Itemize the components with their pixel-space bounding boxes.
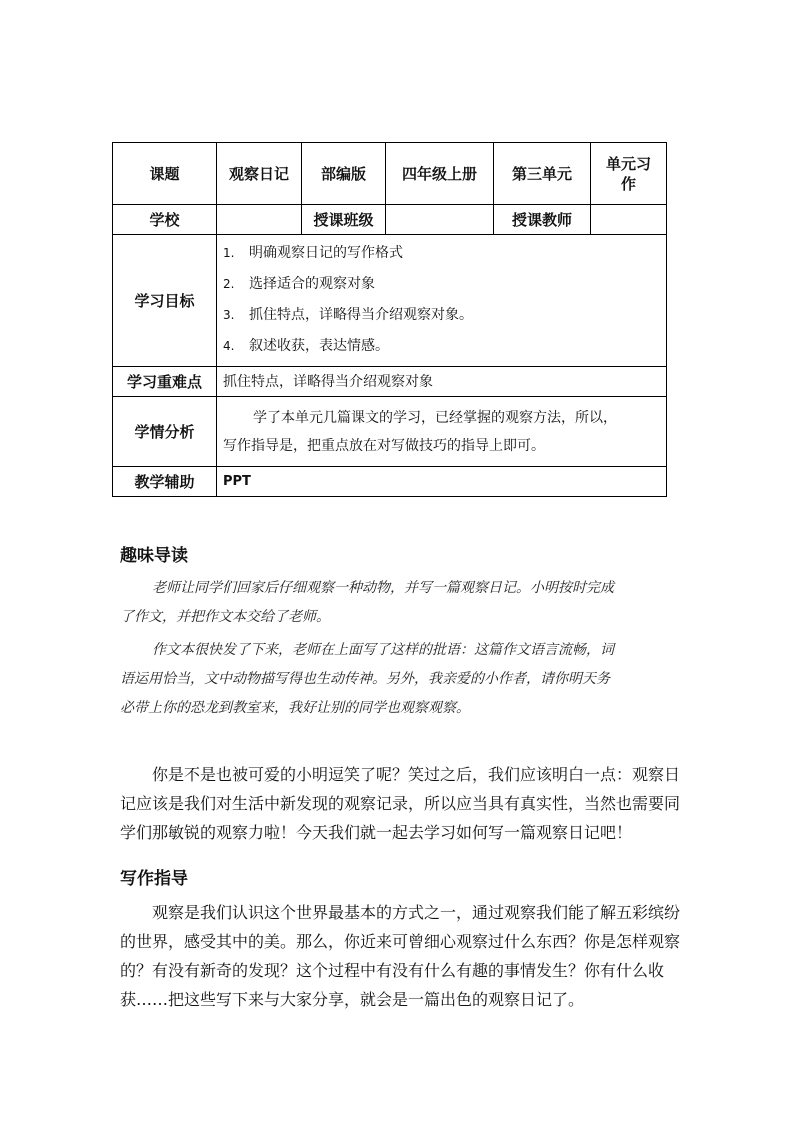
topic-value: 观察日记 <box>217 143 302 205</box>
analysis-line <box>223 404 660 432</box>
table-row <box>113 205 667 235</box>
guide-paragraph <box>120 898 681 1014</box>
goal-text: 选择适合的观察对象 <box>249 276 375 292</box>
unit-type-value <box>591 143 667 205</box>
school-label: 学校 <box>113 205 217 235</box>
story-paragraph-1 <box>120 574 676 632</box>
table-row <box>113 143 667 205</box>
text-line-content: 观察是我们认识这个世界最基本的方式之一，通过观察我们能了解五彩缤纷 <box>152 903 681 922</box>
aid-value: PPT <box>217 467 667 497</box>
section-title-writing-guide: 写作指导 <box>120 869 188 889</box>
goal-text: 抓住特点，详略得当介绍观察对象。 <box>249 307 473 323</box>
unit-value: 第三单元 <box>494 143 591 205</box>
aid-label: 教学辅助 <box>113 467 217 497</box>
topic-label: 课题 <box>113 143 217 205</box>
text-line: 语运用恰当，文中动物描写得也生动传神。另外，我亲爱的小作者，请你明天务 <box>120 671 610 687</box>
goal-number: 2. <box>223 277 235 291</box>
table-row <box>113 235 667 367</box>
grade-value: 四年级上册 <box>386 143 494 205</box>
analysis-label: 学情分析 <box>113 397 217 467</box>
list-item <box>223 238 666 269</box>
edition-value: 部编版 <box>302 143 386 205</box>
goal-number: 1. <box>223 246 235 260</box>
teacher-value <box>591 205 667 235</box>
analysis-line-text: 学了本单元几篇课文的学习，已经掌握的观察方法，所以， <box>253 409 617 426</box>
text-line <box>120 574 676 603</box>
key-points-value: 抓住特点，详略得当介绍观察对象 <box>217 367 667 397</box>
goals-cell <box>217 235 667 367</box>
goals-label: 学习目标 <box>113 235 217 367</box>
section-title-fun-reading: 趣味导读 <box>120 546 188 566</box>
text-line: 必带上你的恐龙到教室来，我好让别的同学也观察观察。 <box>120 700 470 716</box>
goal-text: 明确观察日记的写作格式 <box>249 245 403 261</box>
table-row <box>113 467 667 497</box>
table-row <box>113 397 667 467</box>
text-line-content: 老师让同学们回家后仔细观察一种动物，并写一篇观察日记。小明按时完成 <box>152 580 614 596</box>
story-paragraph-2 <box>120 636 676 723</box>
unit-type-line-1: 单元习 <box>605 154 651 173</box>
goals-list <box>217 235 666 366</box>
intro-paragraph <box>120 760 681 847</box>
text-line: 学们那敏锐的观察力啦！今天我们就一起去学习如何写一篇观察日记吧！ <box>120 823 633 842</box>
school-value <box>217 205 302 235</box>
table-row <box>113 367 667 397</box>
text-line: 了作文，并把作文本交给了老师。 <box>120 609 330 625</box>
text-line: 的？有没有新奇的发现？这个过程中有没有什么有趣的事情发生？你有什么收 <box>120 961 665 980</box>
text-line-content: 作文本很快发了下来，老师在上面写了这样的批语：这篇作文语言流畅，词 <box>152 642 614 658</box>
goal-number: 3. <box>223 308 235 322</box>
goal-text: 叙述收获，表达情感。 <box>249 338 389 354</box>
text-line-content: 你是不是也被可爱的小明逗笑了呢？笑过之后，我们应该明白一点：观察日 <box>152 765 681 784</box>
text-line: 获……把这些写下来与大家分享，就会是一篇出色的观察日记了。 <box>120 990 585 1009</box>
key-points-label: 学习重难点 <box>113 367 217 397</box>
unit-type-line-2: 作 <box>620 174 636 193</box>
goal-number: 4. <box>223 339 235 353</box>
text-line: 的世界，感受其中的美。那么，你近来可曾细心观察过什么东西？你是怎样观察 <box>120 932 681 951</box>
list-item <box>223 269 666 300</box>
class-label: 授课班级 <box>302 205 386 235</box>
text-line <box>120 760 681 789</box>
teacher-label: 授课教师 <box>494 205 591 235</box>
analysis-value <box>217 397 667 467</box>
lesson-info-table <box>112 142 667 497</box>
analysis-line: 写作指导是，把重点放在对写做技巧的指导上即可。 <box>223 437 545 454</box>
text-line: 记应该是我们对生活中新发现的观察记录，所以应当具有真实性，当然也需要同 <box>120 794 681 813</box>
list-item <box>223 331 666 362</box>
class-value <box>386 205 494 235</box>
list-item <box>223 300 666 331</box>
text-line <box>120 636 676 665</box>
text-line <box>120 898 681 927</box>
